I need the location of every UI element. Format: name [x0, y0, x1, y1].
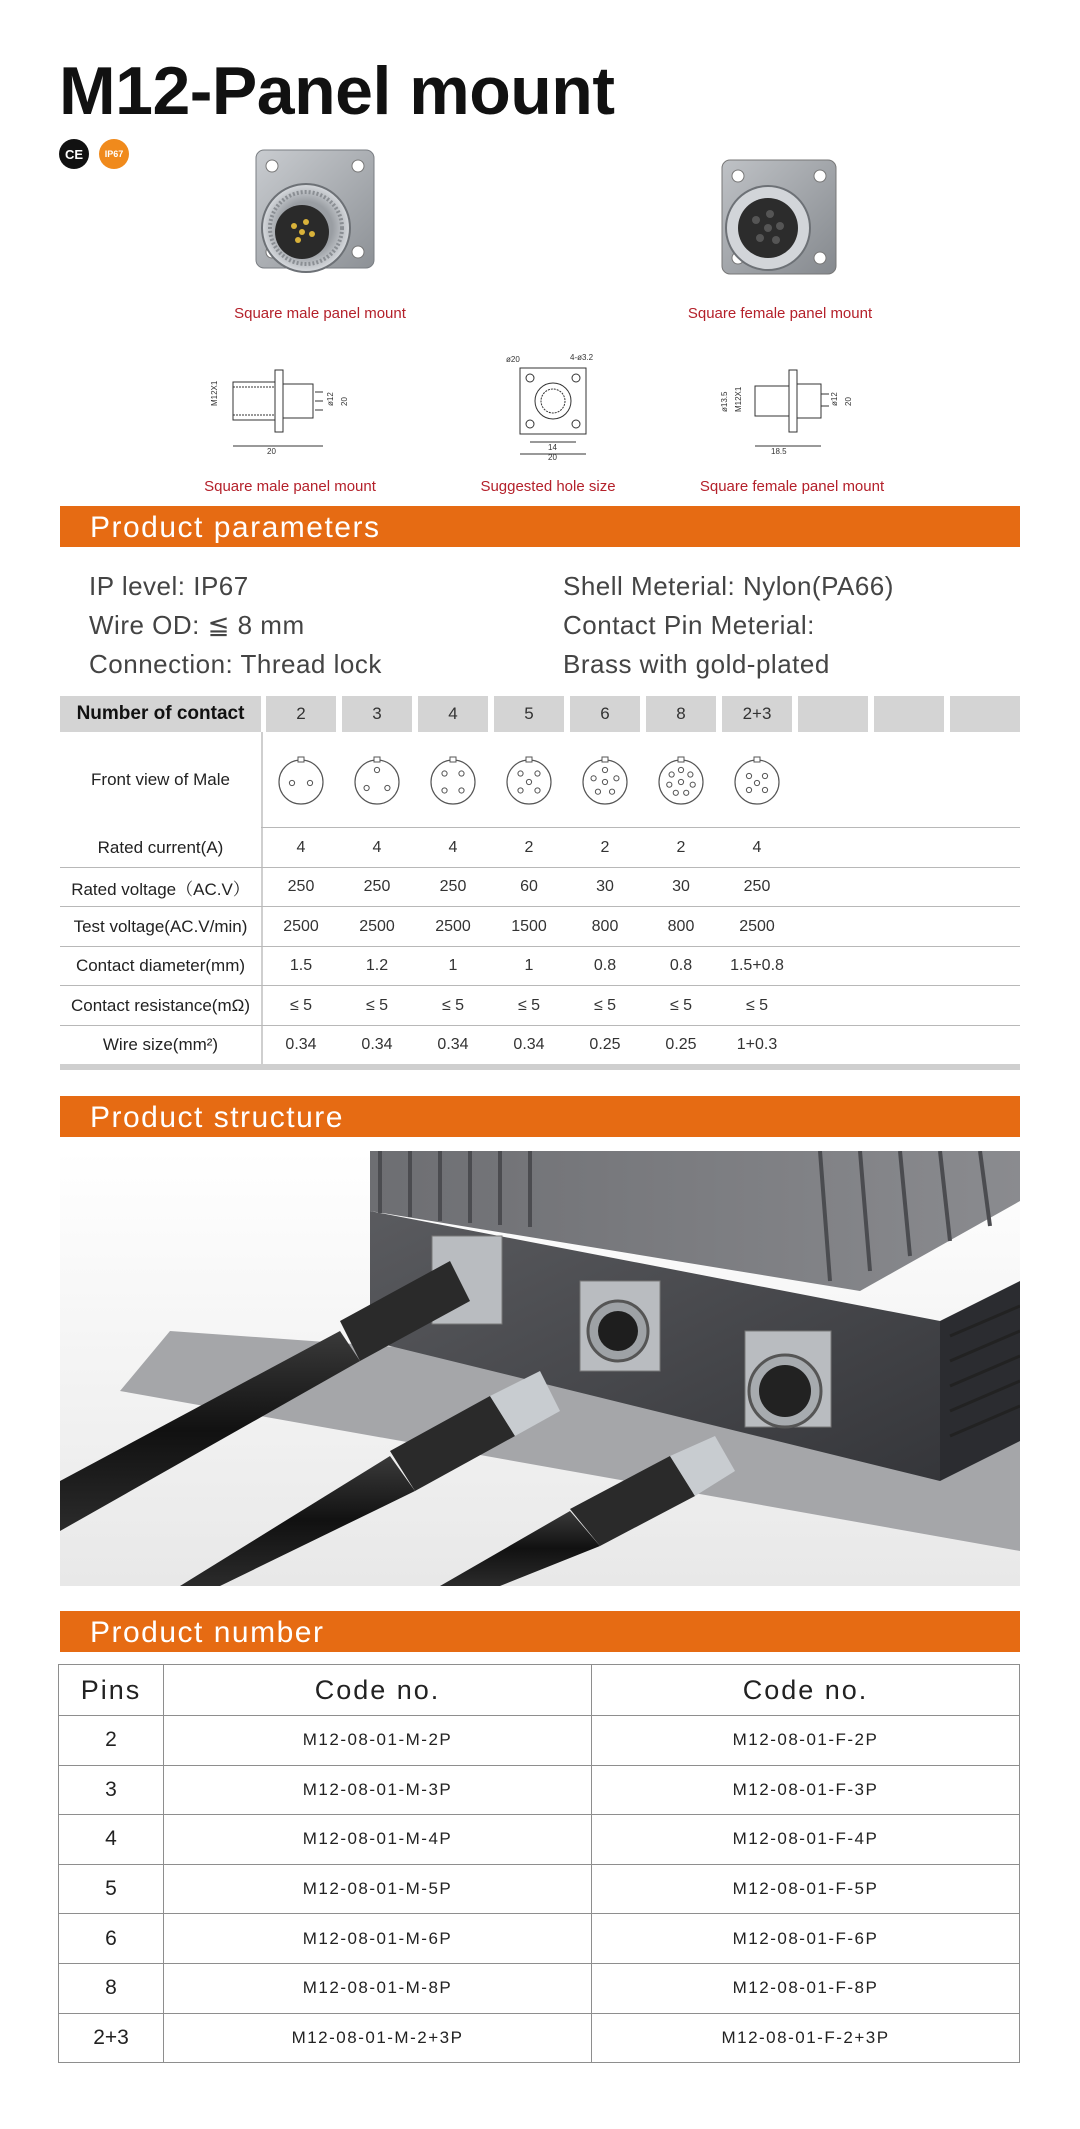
spec-header-label: Number of contact — [60, 696, 261, 732]
section-title: Product structure — [90, 1101, 344, 1134]
table-row — [59, 2013, 1020, 2063]
contact-count-header: 8 — [646, 696, 716, 732]
male-code-cell: M12-08-01-M-5P — [164, 1864, 592, 1914]
ce-mark-icon: CE — [59, 139, 89, 169]
section-product-structure — [60, 1096, 1020, 1137]
male-drawing-dia: ø12 — [326, 392, 335, 406]
spec-value: 0.34 — [437, 1036, 469, 1054]
female-panel-mount-caption: Square female panel mount — [687, 305, 873, 322]
spec-row — [60, 828, 1020, 868]
spec-row-label: Rated current(A) — [97, 837, 224, 857]
spec-value: 0.34 — [513, 1036, 545, 1054]
female-drawing-length: 18.5 — [771, 447, 787, 456]
hole-drawing-holes: 4-ø3.2 — [570, 353, 594, 362]
spec-value: 2500 — [359, 917, 395, 935]
spec-row — [60, 947, 1020, 987]
connection: Connection: Thread lock — [89, 649, 382, 679]
table-row — [59, 1815, 1020, 1865]
male-code-cell: M12-08-01-M-4P — [164, 1815, 592, 1865]
table-row — [59, 1765, 1020, 1815]
spec-value: ≤ 5 — [745, 996, 769, 1014]
pins-header: Pins — [59, 1665, 164, 1716]
spec-value: 30 — [672, 878, 690, 896]
spec-value: 1500 — [511, 917, 547, 935]
spec-row-label: Contact resistance(mΩ) — [71, 995, 250, 1015]
hole-size-drawing — [500, 350, 610, 460]
pin-layout-icon — [349, 752, 405, 808]
male-code-cell: M12-08-01-M-3P — [164, 1765, 592, 1815]
spec-value: 1.2 — [365, 957, 389, 975]
wire-od: Wire OD: ≦ 8 mm — [89, 610, 305, 640]
spec-value: 250 — [363, 878, 391, 896]
spec-value: ≤ 5 — [517, 996, 541, 1014]
hole-size-caption: Suggested hole size — [480, 478, 616, 495]
ip67-badge-icon: IP67 — [99, 139, 129, 169]
spec-value: 2500 — [739, 917, 775, 935]
male-code-header: Code no. — [164, 1665, 592, 1716]
contact-count-header — [798, 696, 868, 732]
spec-value: ≤ 5 — [441, 996, 465, 1014]
section-title: Product parameters — [90, 511, 381, 544]
contact-count-header: 4 — [418, 696, 488, 732]
male-drawing-caption: Square male panel mount — [204, 478, 376, 495]
pins-cell: 8 — [59, 1963, 164, 2013]
pins-cell: 2+3 — [59, 2013, 164, 2063]
female-drawing-thread: M12X1 — [734, 386, 743, 412]
contact-count-header: 5 — [494, 696, 564, 732]
pins-cell: 2 — [59, 1716, 164, 1766]
pin-layout-icon — [653, 752, 709, 808]
pins-cell: 5 — [59, 1864, 164, 1914]
spec-row — [60, 986, 1020, 1026]
ip-level: IP level: IP67 — [89, 571, 249, 601]
pin-layout-icon — [729, 752, 785, 808]
contact-count-header — [874, 696, 944, 732]
table-row — [59, 1963, 1020, 2013]
spec-row-label: Contact diameter(mm) — [75, 956, 246, 976]
contact-count-header: 3 — [342, 696, 412, 732]
spec-value: 4 — [372, 838, 382, 856]
pins-cell: 4 — [59, 1815, 164, 1865]
spec-value: ≤ 5 — [593, 996, 617, 1014]
pin-layout-icon — [273, 752, 329, 808]
page-title: M12-Panel mount — [59, 53, 615, 129]
contact-count-header: 2+3 — [722, 696, 792, 732]
spec-value: 1.5 — [289, 957, 313, 975]
spec-row — [60, 1026, 1020, 1066]
spec-value: 250 — [287, 878, 315, 896]
spec-value: 4 — [296, 838, 306, 856]
female-code-cell: M12-08-01-F-2+3P — [592, 2013, 1020, 2063]
table-row — [59, 1914, 1020, 1964]
male-panel-mount-image — [250, 146, 380, 296]
female-code-cell: M12-08-01-F-2P — [592, 1716, 1020, 1766]
spec-value: 1 — [524, 957, 534, 975]
spec-value: 0.25 — [665, 1036, 697, 1054]
pins-cell: 3 — [59, 1765, 164, 1815]
hole-drawing-inner: 14 — [548, 443, 557, 452]
spec-row-label: Wire size(mm²) — [102, 1035, 219, 1055]
male-panel-mount-caption: Square male panel mount — [234, 305, 406, 322]
spec-value: 2 — [524, 838, 534, 856]
male-drawing-height: 20 — [340, 397, 349, 406]
parameters-right — [563, 567, 894, 684]
spec-table — [60, 696, 1020, 1070]
contact-pin-plating: Brass with gold-plated — [563, 649, 830, 679]
spec-row — [60, 907, 1020, 947]
male-code-cell: M12-08-01-M-6P — [164, 1914, 592, 1964]
male-code-cell: M12-08-01-M-2+3P — [164, 2013, 592, 2063]
table-header-row — [59, 1665, 1020, 1716]
spec-value: 1 — [448, 957, 458, 975]
male-mount-drawing — [205, 362, 355, 457]
spec-bottom-bar — [60, 1064, 1020, 1070]
spec-value: 2500 — [283, 917, 319, 935]
product-number-table — [58, 1664, 1020, 2063]
pin-layout-icon — [425, 752, 481, 808]
spec-value: 4 — [448, 838, 458, 856]
spec-value: 250 — [743, 878, 771, 896]
female-mount-drawing — [715, 362, 855, 457]
spec-value: 60 — [520, 878, 538, 896]
male-drawing-length: 20 — [267, 447, 276, 456]
spec-value: 0.34 — [285, 1036, 317, 1054]
male-code-cell: M12-08-01-M-8P — [164, 1963, 592, 2013]
shell-material: Shell Meterial: Nylon(PA66) — [563, 571, 894, 601]
female-code-header: Code no. — [592, 1665, 1020, 1716]
female-drawing-flange: ø13.5 — [720, 391, 729, 412]
female-code-cell: M12-08-01-F-4P — [592, 1815, 1020, 1865]
spec-row — [60, 868, 1020, 908]
spec-value: ≤ 5 — [669, 996, 693, 1014]
pin-layout-icon — [577, 752, 633, 808]
pin-layout-icon — [501, 752, 557, 808]
spec-value: 250 — [439, 878, 467, 896]
hole-drawing-dia: ø20 — [506, 355, 520, 364]
contact-count-header — [950, 696, 1020, 732]
female-drawing-height: 20 — [844, 397, 853, 406]
spec-value: 0.34 — [361, 1036, 393, 1054]
spec-value: 2 — [600, 838, 610, 856]
female-code-cell: M12-08-01-F-5P — [592, 1864, 1020, 1914]
spec-header-row — [60, 696, 1020, 732]
female-code-cell: M12-08-01-F-3P — [592, 1765, 1020, 1815]
spec-row-label: Rated voltage（AC.V） — [71, 879, 250, 899]
female-drawing-dia: ø12 — [830, 392, 839, 406]
spec-value: 2 — [676, 838, 686, 856]
spec-value: 0.8 — [669, 957, 693, 975]
spec-row-label: Test voltage(AC.V/min) — [73, 916, 248, 936]
contact-pin-material: Contact Pin Meterial: — [563, 610, 815, 640]
contact-count-header: 6 — [570, 696, 640, 732]
parameters-left — [89, 567, 382, 684]
spec-value: 30 — [596, 878, 614, 896]
spec-value: ≤ 5 — [365, 996, 389, 1014]
front-view-label: Front view of Male — [60, 732, 261, 828]
female-panel-mount-image — [712, 156, 842, 296]
product-structure-photo — [60, 1151, 1020, 1586]
table-row — [59, 1864, 1020, 1914]
spec-value: 1.5+0.8 — [730, 957, 784, 975]
spec-value: 800 — [667, 917, 695, 935]
spec-value: 1+0.3 — [736, 1036, 778, 1054]
male-code-cell: M12-08-01-M-2P — [164, 1716, 592, 1766]
front-view-row — [60, 732, 1020, 828]
section-product-number — [60, 1611, 1020, 1652]
spec-value: 4 — [752, 838, 762, 856]
spec-value: ≤ 5 — [289, 996, 313, 1014]
spec-value: 800 — [591, 917, 619, 935]
spec-value: 0.25 — [589, 1036, 621, 1054]
female-drawing-caption: Square female panel mount — [699, 478, 885, 495]
section-product-parameters — [60, 506, 1020, 547]
female-code-cell: M12-08-01-F-8P — [592, 1963, 1020, 2013]
table-row — [59, 1716, 1020, 1766]
contact-count-header: 2 — [266, 696, 336, 732]
spec-value: 2500 — [435, 917, 471, 935]
section-title: Product number — [90, 1616, 325, 1649]
female-code-cell: M12-08-01-F-6P — [592, 1914, 1020, 1964]
male-drawing-thread: M12X1 — [210, 380, 219, 406]
pins-cell: 6 — [59, 1914, 164, 1964]
hole-drawing-outer: 20 — [548, 453, 557, 460]
spec-value: 0.8 — [593, 957, 617, 975]
